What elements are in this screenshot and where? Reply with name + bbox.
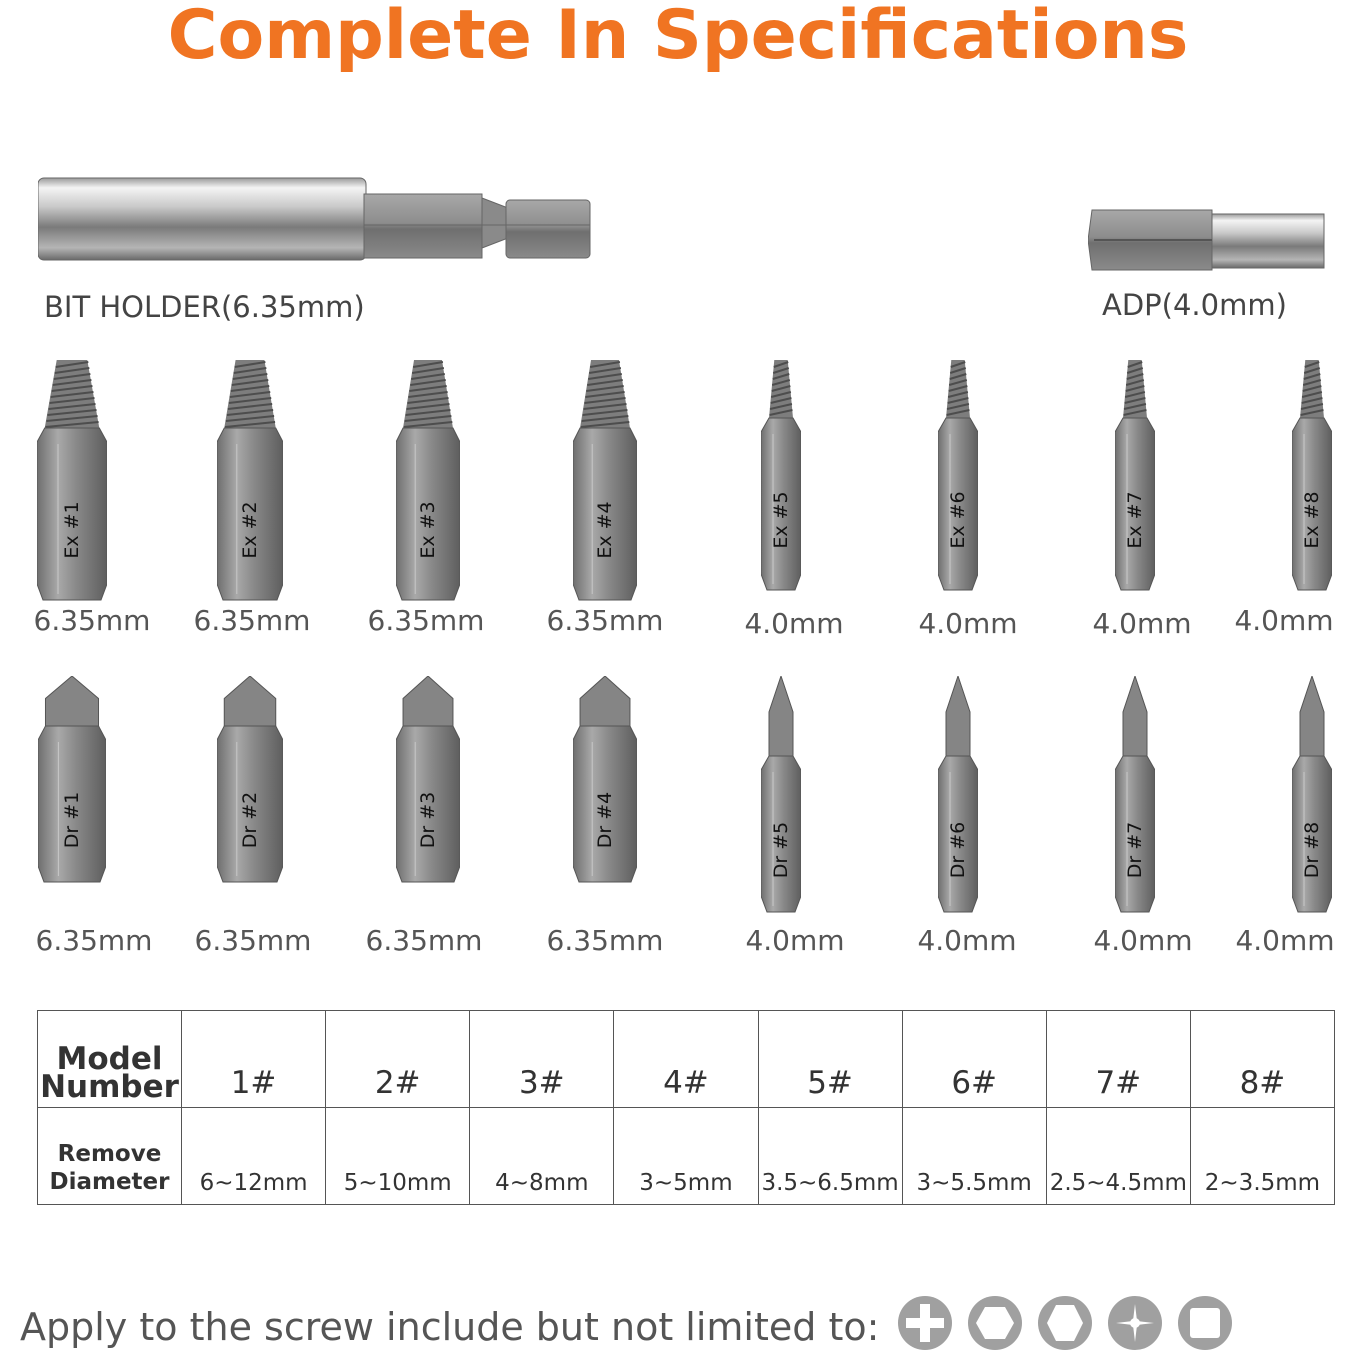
drill-bit-size: 6.35mm: [365, 924, 483, 957]
phillips-icon: [896, 1294, 954, 1352]
model-cell: 7#: [1046, 1011, 1190, 1108]
drill-bit-label: Dr #1: [61, 791, 83, 848]
model-cell: 2#: [326, 1011, 470, 1108]
diameter-cell: 6~12mm: [182, 1108, 326, 1205]
extractor-bit-size: 6.35mm: [193, 604, 311, 637]
drill-bit-size: 4.0mm: [1093, 924, 1193, 957]
drill-bit-label: Dr #3: [417, 791, 439, 848]
model-cell: 8#: [1190, 1011, 1334, 1108]
bit-holder-image: [38, 176, 594, 262]
drill-bit-label: Dr #5: [770, 821, 792, 878]
extractor-bit-size: 4.0mm: [744, 607, 844, 640]
extractor-bit-size: 6.35mm: [33, 604, 151, 637]
extractor-bit-size: 4.0mm: [918, 607, 1018, 640]
drill-bit-label: Dr #8: [1301, 821, 1323, 878]
drill-bit-size: 4.0mm: [1235, 924, 1335, 957]
remove-diameter-header-line1: Remove: [57, 1141, 162, 1167]
drill-bit-size: 6.35mm: [546, 924, 664, 957]
bit-holder-label: BIT HOLDER(6.35mm): [44, 290, 365, 324]
model-cell: 3#: [470, 1011, 614, 1108]
remove-diameter-row: [38, 1108, 1335, 1205]
hexagon-icon: [1036, 1294, 1094, 1352]
adapter-image: [1088, 208, 1328, 272]
extractor-bit-label: Ex #8: [1301, 491, 1323, 549]
model-number-header-line1: Model: [56, 1041, 163, 1077]
diameter-cell: 2~3.5mm: [1190, 1108, 1334, 1205]
footer-text: Apply to the screw include but not limited to:: [20, 1305, 880, 1349]
extractor-bit-label: Ex #2: [239, 501, 261, 559]
model-cell: 6#: [902, 1011, 1046, 1108]
page-title: Complete In Specifications: [167, 0, 1189, 75]
drill-bit-size: 4.0mm: [917, 924, 1017, 957]
extractor-bit-label: Ex #4: [594, 501, 616, 559]
drill-bit-size: 6.35mm: [35, 924, 153, 957]
remove-diameter-header-line2: Diameter: [49, 1169, 170, 1195]
drill-bit-label: Dr #4: [594, 791, 616, 848]
diameter-cell: 3~5.5mm: [902, 1108, 1046, 1205]
extractor-bit-label: Ex #1: [61, 501, 83, 559]
extractor-bit-size: 4.0mm: [1092, 607, 1192, 640]
spec-table: [37, 1010, 1335, 1205]
diameter-cell: 3~5mm: [614, 1108, 758, 1205]
diameter-cell: 5~10mm: [326, 1108, 470, 1205]
drill-bit-size: 4.0mm: [745, 924, 845, 957]
square-icon: [1176, 1294, 1234, 1352]
diameter-cell: 4~8mm: [470, 1108, 614, 1205]
diameter-cell: 2.5~4.5mm: [1046, 1108, 1190, 1205]
drill-bit-label: Dr #2: [239, 791, 261, 848]
extractor-bit-label: Ex #3: [417, 501, 439, 559]
torx-icon: [1106, 1294, 1164, 1352]
model-number-row: [38, 1011, 1335, 1108]
model-number-header: [38, 1011, 182, 1108]
extractor-bit-label: Ex #6: [947, 491, 969, 549]
drill-bit-label: Dr #6: [947, 821, 969, 878]
drill-bit-label: Dr #7: [1124, 821, 1146, 878]
extractor-bit-size: 6.35mm: [546, 604, 664, 637]
model-number-header-line2: Number: [40, 1069, 179, 1105]
extractor-bit-size: 6.35mm: [367, 604, 485, 637]
extractor-bit-label: Ex #7: [1124, 491, 1146, 549]
model-cell: 1#: [182, 1011, 326, 1108]
extractor-bit-size: 4.0mm: [1234, 604, 1334, 637]
model-cell: 5#: [758, 1011, 902, 1108]
drill-bit-size: 6.35mm: [194, 924, 312, 957]
model-cell: 4#: [614, 1011, 758, 1108]
hex-icon: [966, 1294, 1024, 1352]
adp-label: ADP(4.0mm): [1102, 288, 1287, 322]
diameter-cell: 3.5~6.5mm: [758, 1108, 902, 1205]
remove-diameter-header: [38, 1108, 182, 1205]
extractor-bit-label: Ex #5: [770, 491, 792, 549]
